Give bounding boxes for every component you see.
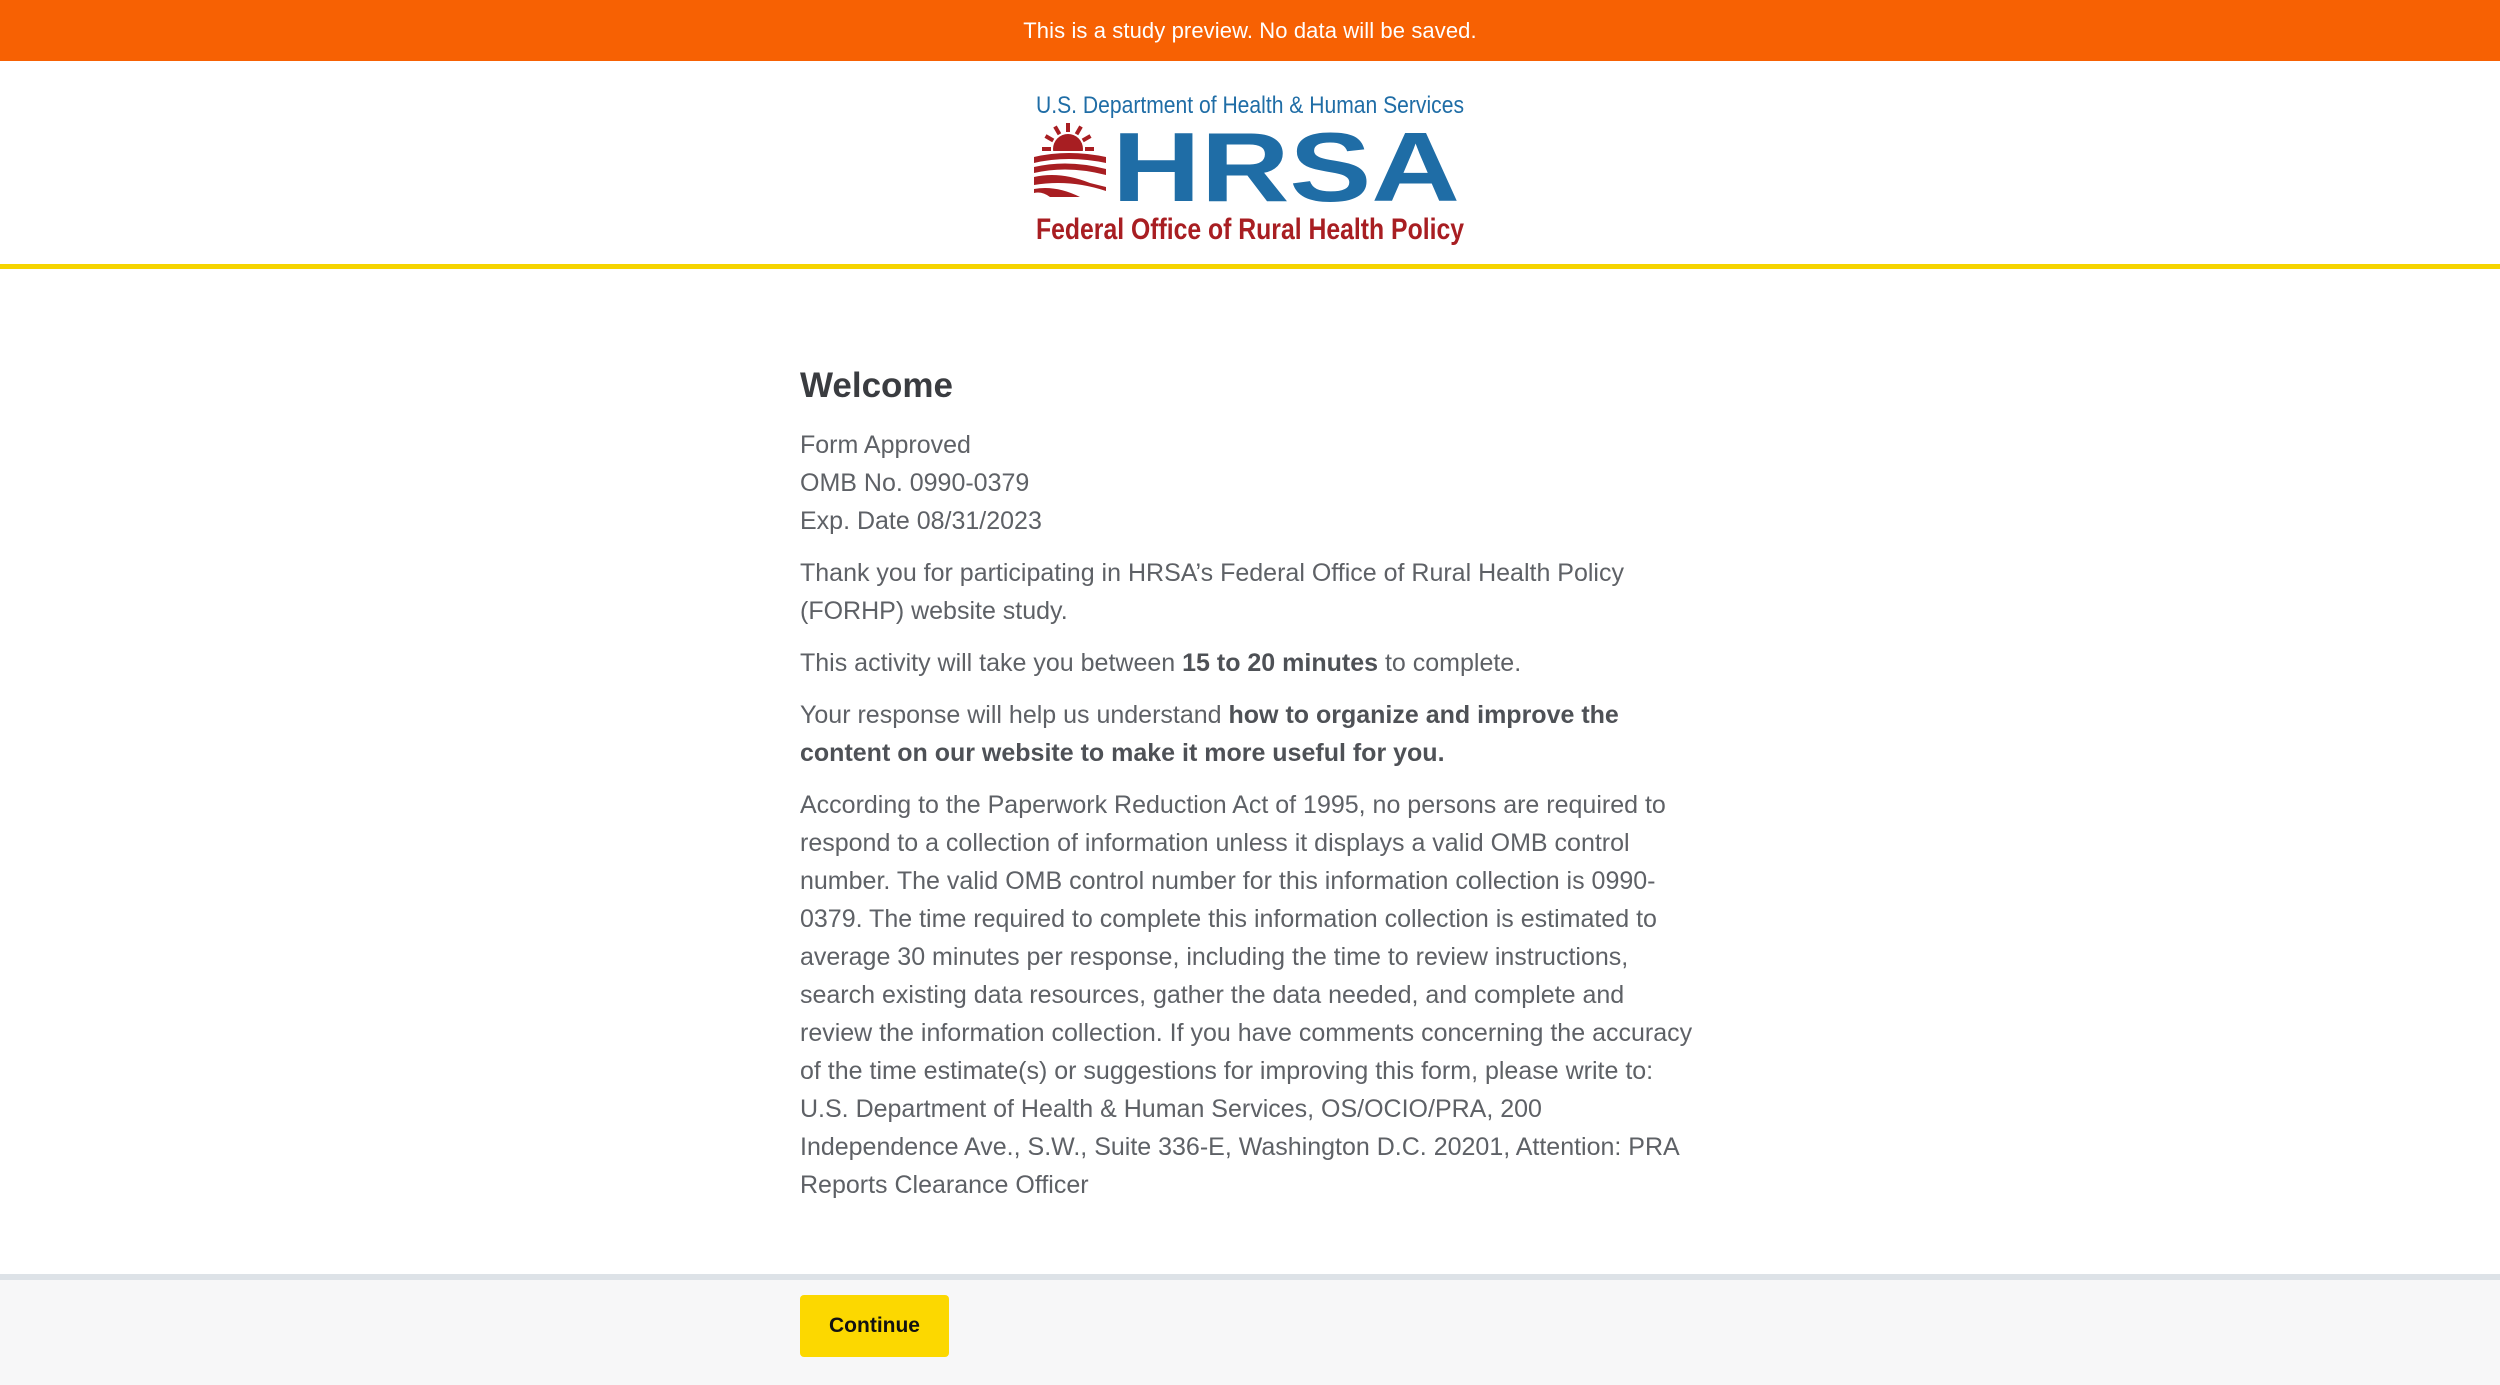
form-approval-info — [800, 426, 1700, 540]
footer-bar — [0, 1274, 2500, 1385]
duration-highlight: 15 to 20 minutes — [1182, 649, 1379, 677]
rising-sun-icon — [1030, 123, 1110, 201]
purpose-paragraph — [800, 696, 1700, 772]
logo-department-text: U.S. Department of Health & Human Services — [1036, 92, 1464, 119]
duration-prefix: This activity will take you between — [800, 649, 1183, 677]
logo-office-text: Federal Office of Rural Health Policy — [1036, 213, 1465, 246]
intro-paragraph: Thank you for participating in HRSA’s Federal Office of Rural Health Policy (FORHP) website study. — [800, 559, 1624, 625]
welcome-content — [800, 360, 1700, 1204]
duration-suffix: to complete. — [1378, 649, 1522, 677]
page-title: Welcome — [800, 366, 954, 405]
duration-paragraph — [800, 644, 1700, 682]
expiration-date-text: Exp. Date 08/31/2023 — [800, 507, 1042, 535]
form-approved-text: Form Approved — [800, 431, 971, 459]
logo-acronym: HRSA — [1112, 112, 1460, 222]
study-preview-banner — [0, 0, 2500, 61]
hrsa-logo — [1030, 87, 1470, 247]
purpose-highlight: how to organize and improve the content on our website to make it more useful for you. — [800, 701, 1619, 767]
omb-number-text: OMB No. 0990-0379 — [800, 469, 1030, 497]
site-header — [0, 61, 2500, 269]
purpose-prefix: Your response will help us understand — [800, 701, 1229, 729]
continue-button[interactable]: Continue — [800, 1295, 949, 1357]
banner-text: This is a study preview. No data will be saved. — [1023, 17, 1477, 43]
paperwork-reduction-paragraph: According to the Paperwork Reduction Act of 1995, no persons are required to respond to a collection of information unless it displays a valid OMB control number. The valid OMB control number for this information collection is 0990-0379. The time required to complete this information collection is estimated to average 30 minutes per response, including the time to review instructions, search existing data resources, gather the data needed, and complete and review the information collection. If you have comments concerning the accuracy of the time estimate(s) or suggestions for improving this form, please write to: U.S. Department of Health & Human Services, OS/OCIO/PRA, 200 Independence Ave., S.W., Suite 336-E, Washington D.C. 20201, Attention: PRA Reports Clearance Officer — [800, 791, 1693, 1199]
